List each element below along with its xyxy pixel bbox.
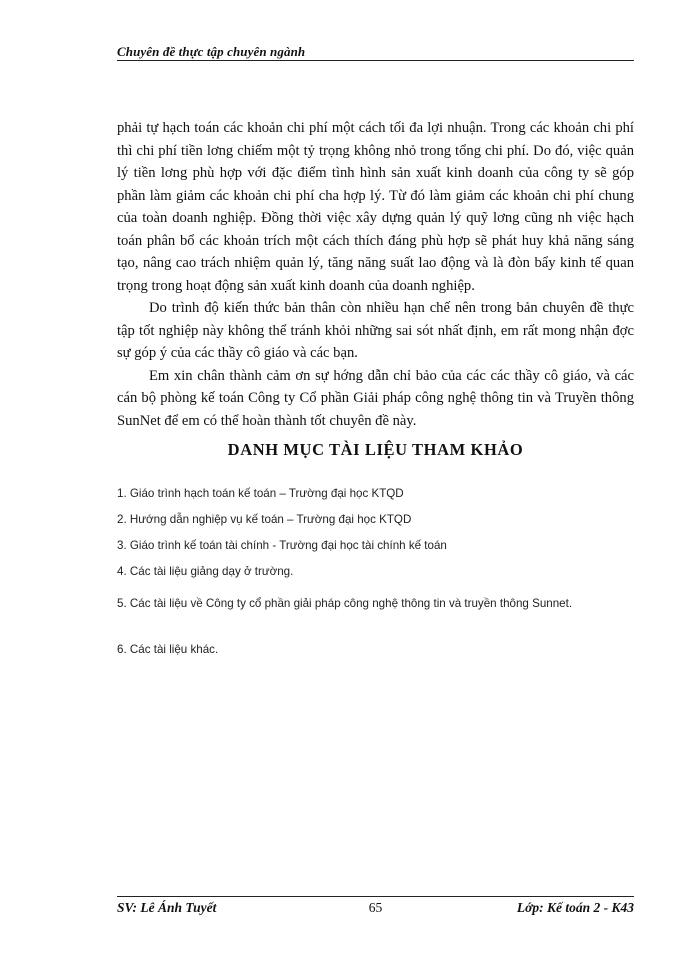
footer-divider bbox=[117, 896, 634, 897]
reference-item: 4. Các tài liệu giảng dạy ở trường. bbox=[117, 565, 294, 578]
body-paragraph: phải tự hạch toán các khoản chi phí một cách tối đa lợi nhuận. Trong các khoản chi phí thì chi phí tiền lơng chiếm một tỷ trọng không nhỏ trong tổng chi phí. Do đó, việc quản lý tiền lơng phù hợp với đặc điểm tình hình sản xuất kinh doanh của công ty sẽ góp phần làm giảm các khoản chi phí cha hợp lý. Từ đó làm giảm các khoản chi phí chung của toàn doanh nghiệp. Đồng thời việc xây dựng quản lý quỹ lơng cũng nh việc hạch toán phân bổ các khoản trích một cách thích đáng phù hợp sẽ phát huy khả năng sáng tạo, nâng cao trách nhiệm quản lý, tăng năng suất lao động và là đòn bẩy kinh tế quan trọng trong hoạt động sản xuất kinh doanh của doanh nghiệp. bbox=[117, 120, 634, 294]
header-divider bbox=[117, 60, 634, 61]
reference-item: 6. Các tài liệu khác. bbox=[117, 643, 219, 656]
body-paragraph: Do trình độ kiến thức bản thân còn nhiều hạn chế nên trong bản chuyên đề thực tập tốt nghiệp này không thể tránh khỏi những sai sót nhất định, em rất mong nhận đợc sự góp ý của các thầy cô giáo và các bạn. bbox=[117, 300, 634, 361]
reference-item: 3. Giáo trình kế toán tài chính - Trường đại học tài chính kế toán bbox=[117, 539, 447, 552]
class-label: Lớp: Kế toán 2 - K43 bbox=[516, 900, 634, 915]
reference-item: 1. Giáo trình hạch toán kế toán – Trường đại học KTQD bbox=[117, 487, 404, 500]
body-paragraph: Em xin chân thành cảm ơn sự hớng dẫn chỉ bảo của các các thầy cô giáo, và các cán bộ phòng kế toán Công ty Cổ phần Giải pháp công nghệ thông tin và Truyền thông SunNet để em có thể hoàn thành tốt chuyên đề này. bbox=[117, 367, 634, 429]
body-text bbox=[117, 117, 634, 432]
references-list bbox=[117, 487, 634, 669]
page-number: 65 bbox=[368, 900, 383, 915]
page-footer bbox=[117, 900, 634, 918]
reference-item: 5. Các tài liệu về Công ty cổ phần giải pháp công nghệ thông tin và truyền thông Sunnet. bbox=[117, 597, 573, 610]
page-header-title: Chuyên đề thực tập chuyên ngành bbox=[117, 44, 306, 59]
reference-item: 2. Hướng dẫn nghiệp vụ kế toán – Trường đại học KTQD bbox=[117, 513, 412, 526]
student-name: SV: Lê Ánh Tuyết bbox=[117, 900, 217, 915]
references-heading: DANH MỤC TÀI LIỆU THAM KHẢO bbox=[227, 440, 524, 459]
